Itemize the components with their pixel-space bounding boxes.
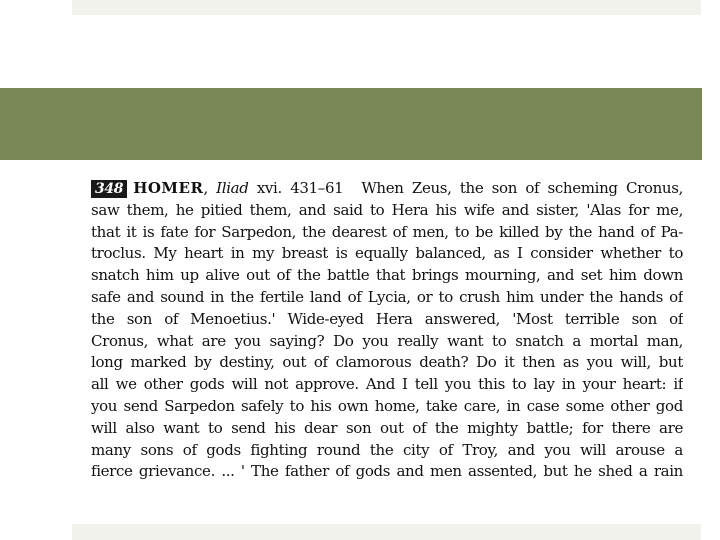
passage-line: will also want to send his dear son out of the mighty battle; for there are [91, 418, 683, 437]
passage-line: safe and sound in the fertile land of Lycia, or to crush him under the hands of [91, 287, 683, 306]
passage-line: that it is fate for Sarpedon, the dearest of men, to be killed by the hand of Pa- [91, 222, 683, 241]
entry-author: HOMER [133, 179, 204, 197]
passage-line: long marked by destiny, out of clamorous death? Do it then as you will, but [91, 353, 683, 372]
entry-reference: xvi. 431–61 [256, 179, 344, 197]
passage-line: troclus. My heart in my breast is equally balanced, as I consider whether to [91, 244, 683, 263]
passage-line: you send Sarpedon safely to his own home, take care, in case some other god [91, 396, 683, 415]
passage-line: all we other gods will not approve. And I tell you this to lay in your heart: if [91, 375, 683, 394]
passage-line: Cronus, what are you saying? Do you really want to snatch a mortal man, [91, 331, 683, 350]
entry-work: Iliad [216, 179, 249, 197]
passage-line: saw them, he pitied them, and said to Hera his wife and sister, 'Alas for me, [91, 200, 683, 219]
header-band [0, 88, 702, 160]
top-strip [72, 0, 701, 15]
passage-line: When Zeus, the son of scheming Cronus, [361, 179, 683, 197]
passage-line: the son of Menoetius.' Wide-eyed Hera answered, 'Most terrible son of [91, 309, 683, 328]
passage-line: fierce grievance. ... ' The father of gods and men assented, but he shed a rain [91, 462, 683, 481]
passage-first-line: 348 HOMER, Iliad xvi. 431–61 When Zeus, the son of scheming Cronus, [91, 178, 683, 200]
passage-text [91, 178, 683, 483]
entry-number-badge: 348 [91, 180, 127, 198]
passage-line: many sons of gods fighting round the city of Troy, and you will arouse a [91, 440, 683, 459]
passage-line: snatch him up alive out of the battle that brings mourning, and set him down [91, 266, 683, 285]
bottom-strip [72, 524, 701, 540]
